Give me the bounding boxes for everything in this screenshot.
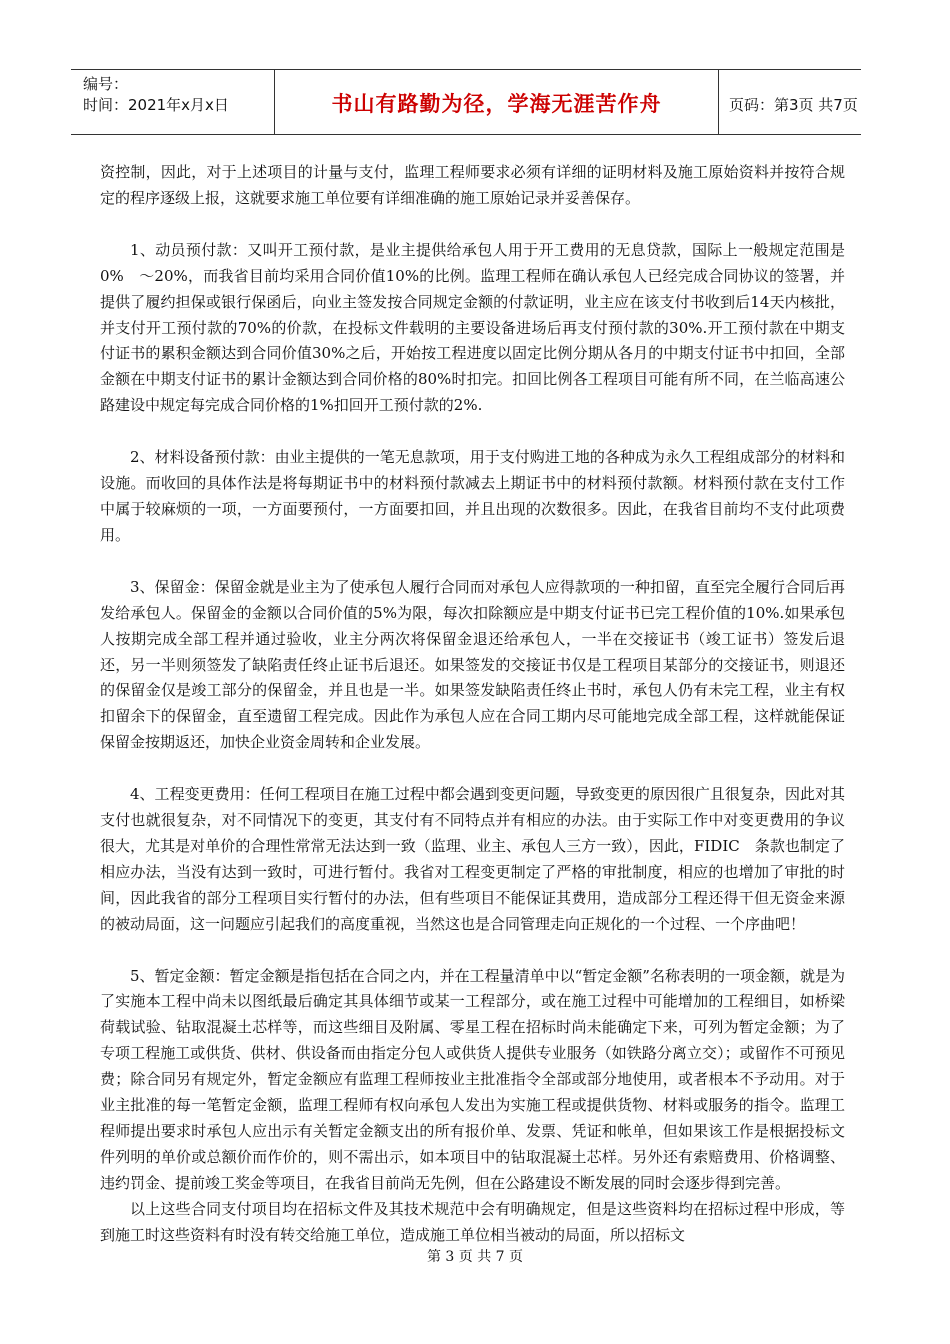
header-motto: 书山有路勤为径，学海无涯苦作舟 bbox=[331, 92, 662, 116]
document-body bbox=[100, 160, 845, 1249]
header-info-cell bbox=[71, 70, 275, 134]
paragraph-provisional-sum: 5、暂定金额：暂定金额是指包括在合同之内，并在工程量清单中以“暂定金额”名称表明的一项金额，就是为了实施本工程中尚未以图纸最后确定其具体细节或某一工程部分，或在施工过程中可能增加的工程细目，如桥梁荷载试验、钻取混凝土芯样等，而这些细目及附属、零星工程在招标时尚未能确定下来，可列为暂定金额；为了专项工程施工或供货、供材、供设备而由指定分包人或供货人提供专业服务（如铁路分离立交）；或留作不可预见费；除合同另有规定外，暂定金额应有监理工程师按业主批准指令全部或部分地使用，或者根本不予动用。对于业主批准的每一笔暂定金额，监理工程师有权向承包人发出为实施工程或提供货物、材料或服务的指令。监理工程师提出要求时承包人应出示有关暂定金额支出的所有报价单、发票、凭证和帐单，但如果该工作是根据投标文件列明的单价或总额价而作价的，则不需出示，如本项目中的钻取混凝土芯样。另外还有索赔费用、价格调整、违约罚金、提前竣工奖金等项目，在我省目前尚无先例，但在公路建设不断发展的同时会逐步得到完善。 bbox=[100, 966, 845, 1192]
paragraph-material-advance: 2、材料设备预付款：由业主提供的一笔无息款项，用于支付购进工地的各种成为永久工程组成部分的材料和设施。而收回的具体作法是将每期证书中的材料预付款减去上期证书中的材料预付款额。材料预付款在支付工作中属于较麻烦的一项，一方面要预付，一方面要扣回，并且出现的次数很多。因此，在我省目前均不支付此项费用。 bbox=[100, 448, 845, 544]
paragraph-retention: 3、保留金：保留金就是业主为了使承包人履行合同而对承包人应得款项的一种扣留，直至完全履行合同后再发给承包人。保留金的金额以合同价值的5%为限，每次扣除额应是中期支付证书已完工程价值的10%.如果承包人按期完成全部工程并通过验收，业主分两次将保留金退还给承包人，一半在交接证书（竣工证书）签发后退还，另一半则须签发了缺陷责任终止证书后退还。如果签发的交接证书仅是工程项目某部分的交接证书，则退还的保留金仅是竣工部分的保留金，并且也是一半。如果签发缺陷责任终止书时，承包人仍有未完工程，业主有权扣留余下的保留金，直至遗留工程完成。因此作为承包人应在合同工期内尽可能地完成全部工程，这样就能保证保留金按期返还，加快企业资金周转和企业发展。 bbox=[100, 577, 845, 752]
document-number-label: 编号： bbox=[83, 75, 129, 93]
paragraph-summary: 以上这些合同支付项目均在招标文件及其技术规范中会有明确规定，但是这些资料均在招标过程中形成，等到施工时这些资料有时没有转交给施工单位，造成施工单位相当被动的局面，所以招标文 bbox=[100, 1199, 845, 1244]
header-table bbox=[71, 69, 861, 135]
page-footer: 第 3 页 共 7 页 bbox=[426, 1249, 524, 1265]
paragraph-advance-payment: 1、动员预付款：又叫开工预付款，是业主提供给承包人用于开工费用的无息贷款，国际上一般规定范围是0% ～20%，而我省目前均采用合同价值10%的比例。监理工程师在确认承包人已经完成合同协议的签署，并提供了履约担保或银行保函后，向业主签发按合同规定金额的付款证明，业主应在该支付书收到后14天内核批，并支付开工预付款的70%的价款，在投标文件载明的主要设备进场后再支付预付款的30%.开工预付款在中期支付证书的累积金额达到合同价值30%之后，开始按工程进度以固定比例分期从各月的中期支付证书中扣回，全部金额在中期支付证书的累计金额达到合同价格的80%时扣完。扣回比例各工程项目可能有所不同，在兰临高速公路建设中规定每完成合同价格的1%扣回开工预付款的2%. bbox=[100, 240, 845, 415]
header-page-label: 页码：第3页 共7页 bbox=[729, 96, 858, 114]
paragraph-variation: 4、工程变更费用：任何工程项目在施工过程中都会遇到变更问题，导致变更的原因很广且很复杂，因此对其支付也就很复杂，对不同情况下的变更，其支付有不同特点并有相应的办法。由于实际工作中对变更费用的争议很大，尤其是对单价的合理性常常无法达到一致（监理、业主、承包人三方一致），因此，FIDIC 条款也制定了相应办法，当没有达到一致时，可进行暂付。我省对工程变更制定了严格的审批制度，相应的也增加了审批的时间，因此我省的部分工程项目实行暂付的办法，但有些项目不能保证其费用，造成部分工程还得干但无资金来源的被动局面，这一问题应引起我们的高度重视，当然这也是合同管理走向正规化的一个过程、一个序曲吧！ bbox=[100, 785, 845, 933]
paragraph-continuation: 资控制，因此，对于上述项目的计量与支付，监理工程师要求必须有详细的证明材料及施工原始资料并按符合规定的程序逐级上报，这就要求施工单位要有详细准确的施工原始记录并妥善保存。 bbox=[100, 163, 845, 207]
document-time-label: 时间：2021年x月x日 bbox=[83, 96, 229, 114]
header-page-cell bbox=[719, 70, 861, 134]
header-motto-cell bbox=[275, 70, 719, 134]
